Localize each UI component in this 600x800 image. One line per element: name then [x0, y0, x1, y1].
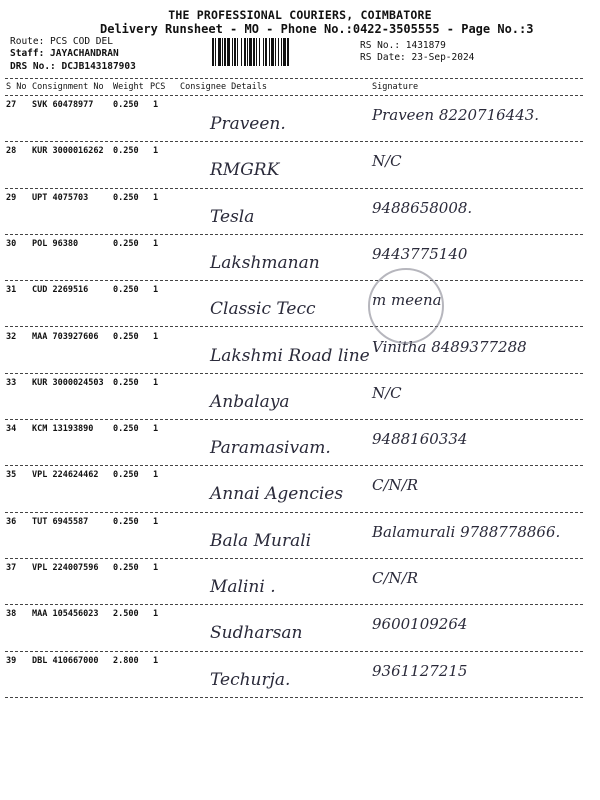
table-row — [0, 189, 600, 235]
table-row — [0, 466, 600, 512]
row-weight: 0.250 — [113, 331, 139, 342]
row-weight: 0.250 — [113, 100, 139, 110]
row-weight: 0.250 — [113, 192, 139, 203]
table-row — [0, 652, 600, 698]
row-consignee: Classic Tecc — [210, 299, 316, 320]
row-consignment-no: POL 96380 — [32, 238, 79, 249]
row-consignee: Paramasivam. — [210, 438, 331, 459]
table-row — [0, 605, 600, 651]
row-weight: 0.250 — [113, 377, 139, 388]
company-seal — [368, 268, 444, 344]
table-row — [0, 235, 600, 281]
row-signature: Vinitha 8489377288 — [372, 337, 527, 356]
col-header-weight: Weight — [113, 82, 144, 92]
row-weight: 0.250 — [113, 424, 139, 435]
staff-label: Staff: JAYACHANDRAN — [10, 48, 119, 59]
row-pcs: 1 — [153, 609, 159, 620]
table-row — [0, 559, 600, 605]
table-row — [0, 142, 600, 188]
row-signature: C/N/R — [372, 476, 419, 495]
row-pcs: 1 — [153, 655, 159, 666]
row-sno: 38 — [6, 609, 17, 620]
table-row — [0, 328, 600, 374]
row-pcs: 1 — [153, 377, 159, 388]
row-signature: N/C — [372, 152, 402, 171]
row-pcs: 1 — [153, 424, 159, 435]
row-pcs: 1 — [153, 285, 159, 296]
row-sno: 27 — [6, 100, 17, 110]
table-row — [0, 374, 600, 420]
row-pcs: 1 — [153, 238, 159, 249]
row-sno: 37 — [6, 563, 17, 573]
row-consignee: Malini . — [210, 577, 276, 597]
row-sno: 30 — [6, 238, 17, 249]
row-consignee: Tesla — [210, 206, 255, 227]
row-pcs: 1 — [153, 563, 159, 573]
col-header-signature: Signature — [372, 82, 419, 92]
row-weight: 0.250 — [113, 516, 139, 527]
barcode — [212, 38, 352, 66]
row-sno: 35 — [6, 470, 17, 481]
row-consignment-no: UPT 4075703 — [32, 192, 89, 203]
row-consignment-no: CUD 2269516 — [32, 285, 89, 296]
row-signature: 9443775140 — [372, 244, 468, 263]
row-consignment-no: KUR 3000016262 — [32, 146, 104, 157]
row-sno: 29 — [6, 192, 17, 203]
row-weight: 0.250 — [113, 470, 139, 481]
row-consignment-no: TUT 6945587 — [32, 516, 89, 527]
row-signature: 9488658008. — [372, 198, 473, 217]
row-pcs: 1 — [153, 100, 159, 110]
row-sno: 36 — [6, 516, 17, 527]
row-pcs: 1 — [153, 192, 159, 203]
route-label: Route: PCS COD DEL — [10, 36, 113, 47]
row-consignment-no: SVK 60478977 — [32, 100, 94, 110]
row-signature: 9600109264 — [372, 615, 468, 634]
row-consignee: Praveen. — [210, 114, 286, 134]
row-weight: 0.250 — [113, 238, 139, 249]
row-signature: Balamurali 9788778866. — [372, 522, 561, 541]
col-header-consignment: Consignment No — [32, 82, 104, 92]
row-consignee: Lakshmi Road line — [210, 345, 370, 366]
row-pcs: 1 — [153, 331, 159, 342]
row-sno: 31 — [6, 285, 17, 296]
row-consignment-no: MAA 105456023 — [32, 609, 99, 620]
row-consignee: RMGRK — [210, 160, 280, 181]
row-weight: 2.500 — [113, 609, 139, 620]
row-signature: 9488160334 — [372, 430, 468, 449]
header-divider-top — [5, 78, 583, 79]
table-row — [0, 281, 600, 327]
row-signature: C/N/R — [372, 569, 419, 587]
row-consignment-no: VPL 224624462 — [32, 470, 99, 481]
company-title: THE PROFESSIONAL COURIERS, COIMBATORE — [168, 8, 432, 22]
row-signature: Praveen 8220716443. — [372, 106, 540, 124]
row-divider — [5, 697, 583, 698]
row-pcs: 1 — [153, 146, 159, 157]
drs-number: DRS No.: DCJB143187903 — [10, 61, 136, 72]
row-signature: 9361127215 — [372, 661, 468, 680]
row-weight: 0.250 — [113, 146, 139, 157]
table-row — [0, 513, 600, 559]
row-signature: N/C — [372, 383, 402, 402]
row-consignment-no: DBL 410667000 — [32, 655, 99, 666]
col-header-pcs: PCS — [150, 82, 166, 92]
row-consignment-no: MAA 703927606 — [32, 331, 99, 342]
row-consignment-no: KUR 3000024503 — [32, 377, 104, 388]
row-consignment-no: KCM 13193890 — [32, 424, 94, 435]
row-sno: 39 — [6, 655, 17, 666]
rs-number: RS No.: 1431879 — [360, 40, 446, 51]
row-consignee: Techurja. — [210, 669, 291, 690]
row-pcs: 1 — [153, 470, 159, 481]
row-sno: 34 — [6, 424, 17, 435]
row-weight: 0.250 — [113, 285, 139, 296]
row-sno: 32 — [6, 331, 17, 342]
row-consignment-no: VPL 224007596 — [32, 563, 99, 573]
rs-date: RS Date: 23-Sep-2024 — [360, 52, 475, 63]
col-header-consignee: Consignee Details — [180, 82, 267, 92]
row-pcs: 1 — [153, 516, 159, 527]
table-row — [0, 96, 600, 142]
row-consignee: Anbalaya — [210, 391, 290, 412]
row-sno: 33 — [6, 377, 17, 388]
row-consignee: Bala Murali — [210, 530, 312, 551]
row-consignee: Annai Agencies — [210, 484, 344, 505]
col-header-sno: S No — [6, 82, 27, 92]
row-weight: 0.250 — [113, 563, 139, 573]
runsheet-subtitle: Delivery Runsheet - MO - Phone No.:0422-3505555 - Page No.:3 — [100, 22, 534, 36]
row-sno: 28 — [6, 146, 17, 157]
row-weight: 2.800 — [113, 655, 139, 666]
row-signature: m meena — [372, 291, 442, 310]
row-consignee: Sudharsan — [210, 623, 303, 644]
row-consignee: Lakshmanan — [210, 252, 320, 273]
table-row — [0, 420, 600, 466]
